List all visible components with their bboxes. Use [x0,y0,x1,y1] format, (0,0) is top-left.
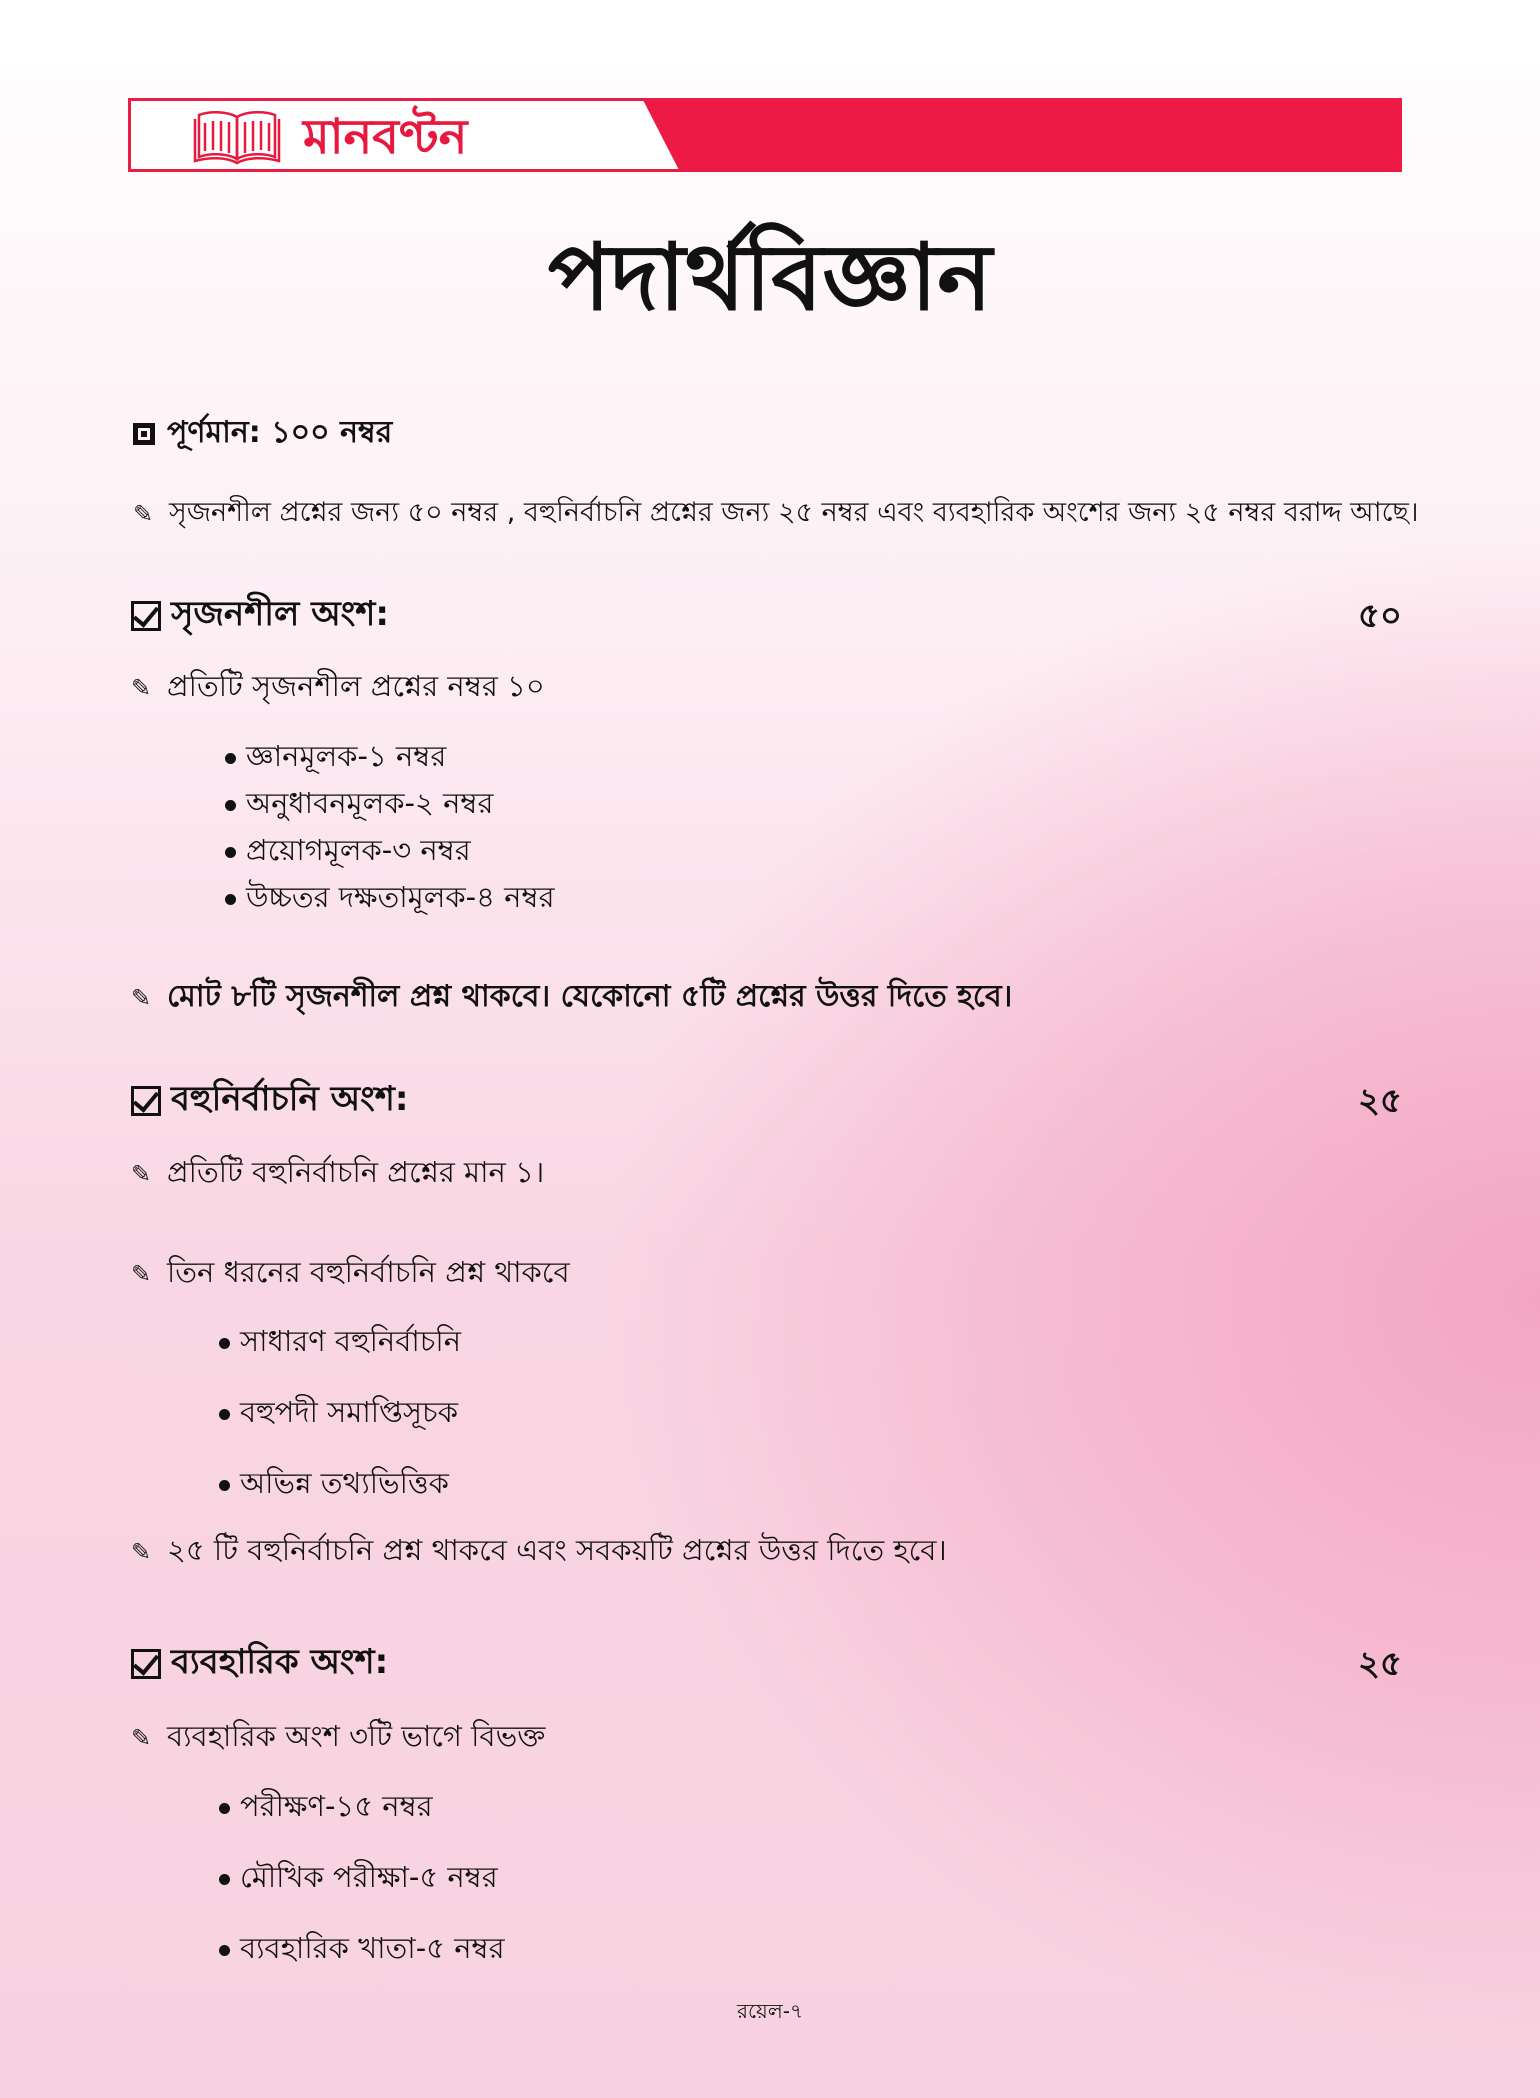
practical-note [131,1714,545,1763]
practical-heading [131,1636,388,1693]
mcq-heading-text: বহুনির্বাচনি অংশ: [171,1079,409,1119]
creative-heading [131,588,389,645]
list-item-text: ব্যবহারিক খাতা-৫ নম্বর [240,1931,505,1965]
bullet-icon [225,800,236,811]
full-marks [133,408,392,459]
mcq-note-1-text: প্রতিটি বহুনির্বাচনি প্রশ্নের মান ১। [167,1155,545,1189]
bullet-icon [225,894,236,905]
checkbox-icon [131,1649,161,1679]
section-banner [128,98,1402,172]
creative-score: ৫০ [1357,596,1402,636]
checkbox-icon [131,1086,161,1116]
list-item [219,1855,498,1904]
list-item [225,875,555,924]
pen-icon: ✎ [131,1160,152,1188]
open-book-icon [191,109,283,165]
creative-summary [131,972,1012,1023]
list-item [219,1461,449,1510]
list-item-text: অনুধাবনমূলক-২ নম্বর [246,786,494,820]
bullet-icon [225,847,236,858]
practical-heading-text: ব্যবহারিক অংশ: [171,1642,389,1682]
page-number: রয়েল-৭ [737,1999,803,2023]
pen-icon: ✎ [131,674,152,702]
bullet-icon [219,1409,230,1420]
list-item [219,1784,433,1833]
creative-heading-text: সৃজনশীল অংশ: [171,594,389,634]
practical-score: ২৫ [1357,1644,1402,1684]
list-item [225,828,471,877]
pen-icon: ✎ [131,983,152,1012]
list-item-text: মৌখিক পরীক্ষা-৫ নম্বর [240,1860,498,1894]
mcq-note-3 [131,1528,947,1577]
list-item-text: পরীক্ষণ-১৫ নম্বর [240,1789,433,1823]
allocation-note [133,492,1419,537]
mcq-note-3-text: ২৫ টি বহুনির্বাচনি প্রশ্ন থাকবে এবং সবকয়টি প্রশ্নের উত্তর দিতে হবে। [167,1533,947,1567]
creative-summary-text: মোট ৮টি সৃজনশীল প্রশ্ন থাকবে। যেকোনো ৫টি প্রশ্নের উত্তর দিতে হবে। [167,979,1013,1014]
list-item-text: অভিন্ন তথ্যভিত্তিক [240,1466,449,1500]
list-item [225,734,446,783]
creative-note-text: প্রতিটি সৃজনশীল প্রশ্নের নম্বর ১০ [167,669,545,703]
bullet-icon [219,1945,230,1956]
mcq-heading [131,1073,408,1130]
mcq-note-2-text: তিন ধরনের বহুনির্বাচনি প্রশ্ন থাকবে [167,1255,570,1289]
allocation-note-text: সৃজনশীল প্রশ্নের জন্য ৫০ নম্বর , বহুনির্বাচনি প্রশ্নের জন্য ২৫ নম্বর এবং ব্যবহারিক অংশের জন্য ২৫ নম্বর বরাদ্দ আছে। [169,497,1419,528]
mcq-score: ২৫ [1357,1081,1402,1121]
list-item [219,1926,505,1975]
pen-icon: ✎ [131,1538,152,1566]
bullet-icon [219,1874,230,1885]
full-marks-text: পূর্ণমান: ১০০ নম্বর [167,415,393,450]
mcq-note-2 [131,1250,570,1299]
list-item [225,781,493,830]
banner-label: মানবণ্টন [303,109,468,165]
checkbox-icon [131,601,161,631]
banner-red-band [642,98,1402,172]
list-item-text: প্রয়োগমূলক-৩ নম্বর [246,833,471,867]
square-bullet-icon [133,423,155,445]
list-item-text: জ্ঞানমূলক-১ নম্বর [246,739,447,773]
bullet-icon [219,1480,230,1491]
list-item [219,1390,458,1439]
bullet-icon [219,1338,230,1349]
list-item-text: সাধারণ বহুনির্বাচনি [240,1324,462,1358]
list-item [219,1319,461,1368]
bullet-icon [219,1803,230,1814]
pen-icon: ✎ [131,1260,152,1288]
practical-note-text: ব্যবহারিক অংশ ৩টি ভাগে বিভক্ত [167,1719,546,1753]
list-item-text: বহুপদী সমাপ্তিসূচক [240,1395,458,1429]
bullet-icon [225,753,236,764]
page-title: পদার্থবিজ্ঞান [547,224,993,331]
list-item-text: উচ্চতর দক্ষতামূলক-৪ নম্বর [246,880,555,914]
creative-note [131,664,545,713]
pen-icon: ✎ [131,1724,152,1752]
mcq-note-1 [131,1150,544,1199]
pen-icon: ✎ [133,499,154,528]
